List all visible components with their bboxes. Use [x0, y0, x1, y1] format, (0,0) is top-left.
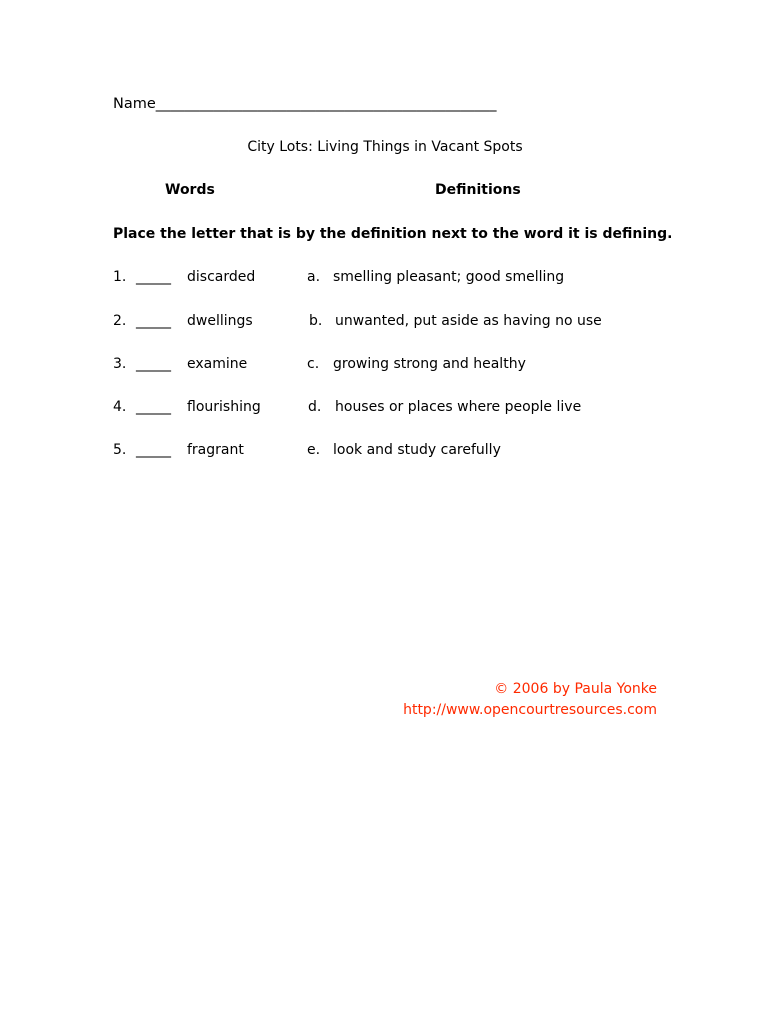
source-link[interactable]: http://www.opencourtresources.com — [403, 702, 657, 718]
vocabulary-word: examine — [187, 356, 248, 372]
answer-blank: _____ — [136, 399, 171, 415]
list-item — [0, 399, 770, 419]
item-number: 5. — [113, 442, 127, 458]
vocabulary-word: discarded — [187, 269, 256, 285]
answer-blank: _____ — [136, 313, 171, 329]
copyright-notice: © 2006 by Paula Yonke — [494, 681, 657, 697]
vocabulary-word: flourishing — [187, 399, 261, 415]
name-blank: _______________________________________________ — [155, 96, 497, 112]
item-number: 4. — [113, 399, 127, 415]
definition-text: growing strong and healthy — [333, 356, 526, 372]
answer-blank: _____ — [136, 269, 171, 285]
definition-text: houses or places where people live — [335, 399, 582, 415]
list-item — [0, 442, 770, 462]
definition-letter: e. — [307, 442, 321, 458]
name-line — [113, 96, 497, 112]
vocabulary-word: dwellings — [187, 313, 253, 329]
answer-blank: _____ — [136, 356, 171, 372]
list-item — [0, 269, 770, 289]
definition-letter: b. — [309, 313, 323, 329]
answer-blank: _____ — [136, 442, 171, 458]
item-number: 1. — [113, 269, 127, 285]
definition-letter: c. — [307, 356, 320, 372]
name-label: Name — [113, 96, 156, 112]
words-header: Words — [165, 182, 215, 198]
instructions: Place the letter that is by the definition next to the word it is defining. — [113, 226, 673, 242]
item-number: 2. — [113, 313, 127, 329]
definition-letter: a. — [307, 269, 321, 285]
definitions-header: Definitions — [435, 182, 521, 198]
definition-letter: d. — [308, 399, 322, 415]
list-item — [0, 313, 770, 333]
definition-text: look and study carefully — [333, 442, 501, 458]
list-item — [0, 356, 770, 376]
vocabulary-word: fragrant — [187, 442, 244, 458]
worksheet-title: City Lots: Living Things in Vacant Spots — [247, 139, 523, 155]
definition-text: smelling pleasant; good smelling — [333, 269, 565, 285]
definition-text: unwanted, put aside as having no use — [335, 313, 602, 329]
item-number: 3. — [113, 356, 127, 372]
